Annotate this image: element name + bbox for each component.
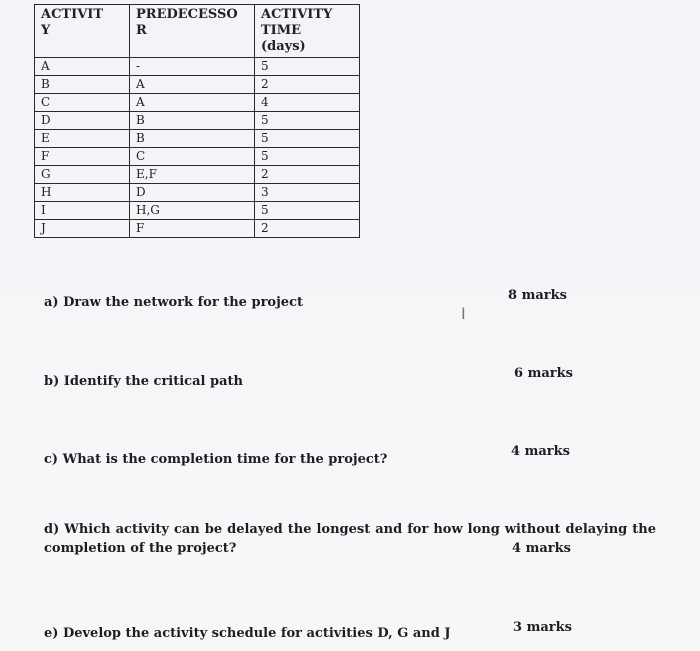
cell-predecessor: C bbox=[130, 148, 255, 166]
cell-activity: I bbox=[35, 202, 130, 220]
question-e: e) Develop the activity schedule for activities D, G and J bbox=[44, 626, 451, 641]
table-header-row bbox=[35, 5, 360, 58]
cell-activity: G bbox=[35, 166, 130, 184]
table-row bbox=[35, 184, 360, 202]
cell-time: 5 bbox=[255, 202, 360, 220]
cell-activity: F bbox=[35, 148, 130, 166]
table-row bbox=[35, 220, 360, 238]
cell-predecessor: H,G bbox=[130, 202, 255, 220]
marks-c: 4 marks bbox=[511, 444, 570, 459]
cell-time: 4 bbox=[255, 94, 360, 112]
cell-activity: H bbox=[35, 184, 130, 202]
table-row bbox=[35, 58, 360, 76]
table-row bbox=[35, 202, 360, 220]
activity-table bbox=[34, 4, 360, 238]
marks-a: 8 marks bbox=[508, 288, 567, 303]
cell-predecessor: - bbox=[130, 58, 255, 76]
cell-predecessor: B bbox=[130, 130, 255, 148]
question-b: b) Identify the critical path bbox=[44, 374, 243, 389]
header-activity-time: ACTIVITY TIME (days) bbox=[255, 5, 360, 58]
cell-time: 5 bbox=[255, 130, 360, 148]
table-row bbox=[35, 112, 360, 130]
cell-time: 5 bbox=[255, 148, 360, 166]
cell-time: 2 bbox=[255, 220, 360, 238]
cell-activity: B bbox=[35, 76, 130, 94]
cell-predecessor: F bbox=[130, 220, 255, 238]
table-row bbox=[35, 148, 360, 166]
cell-predecessor: B bbox=[130, 112, 255, 130]
cell-predecessor: A bbox=[130, 94, 255, 112]
question-a: a) Draw the network for the project bbox=[44, 295, 303, 310]
cell-time: 2 bbox=[255, 76, 360, 94]
table-row bbox=[35, 94, 360, 112]
cell-activity: J bbox=[35, 220, 130, 238]
cell-predecessor: D bbox=[130, 184, 255, 202]
cell-time: 5 bbox=[255, 112, 360, 130]
table-row bbox=[35, 76, 360, 94]
cell-time: 2 bbox=[255, 166, 360, 184]
cell-time: 5 bbox=[255, 58, 360, 76]
header-predecessor: PREDECESSO R bbox=[130, 5, 255, 58]
marks-e: 3 marks bbox=[513, 620, 572, 635]
cell-activity: E bbox=[35, 130, 130, 148]
table-row bbox=[35, 166, 360, 184]
table-row bbox=[35, 130, 360, 148]
cell-activity: D bbox=[35, 112, 130, 130]
question-c: c) What is the completion time for the project? bbox=[44, 452, 388, 467]
cell-time: 3 bbox=[255, 184, 360, 202]
marks-b: 6 marks bbox=[514, 366, 573, 381]
cell-activity: A bbox=[35, 58, 130, 76]
text-cursor-icon: I bbox=[461, 304, 466, 323]
cell-predecessor: A bbox=[130, 76, 255, 94]
header-activity: ACTIVIT Y bbox=[35, 5, 130, 58]
question-d: d) Which activity can be delayed the longest and for how long without delaying the completion of the project? bbox=[44, 522, 656, 556]
cell-activity: C bbox=[35, 94, 130, 112]
marks-d: 4 marks bbox=[512, 541, 571, 556]
cell-predecessor: E,F bbox=[130, 166, 255, 184]
